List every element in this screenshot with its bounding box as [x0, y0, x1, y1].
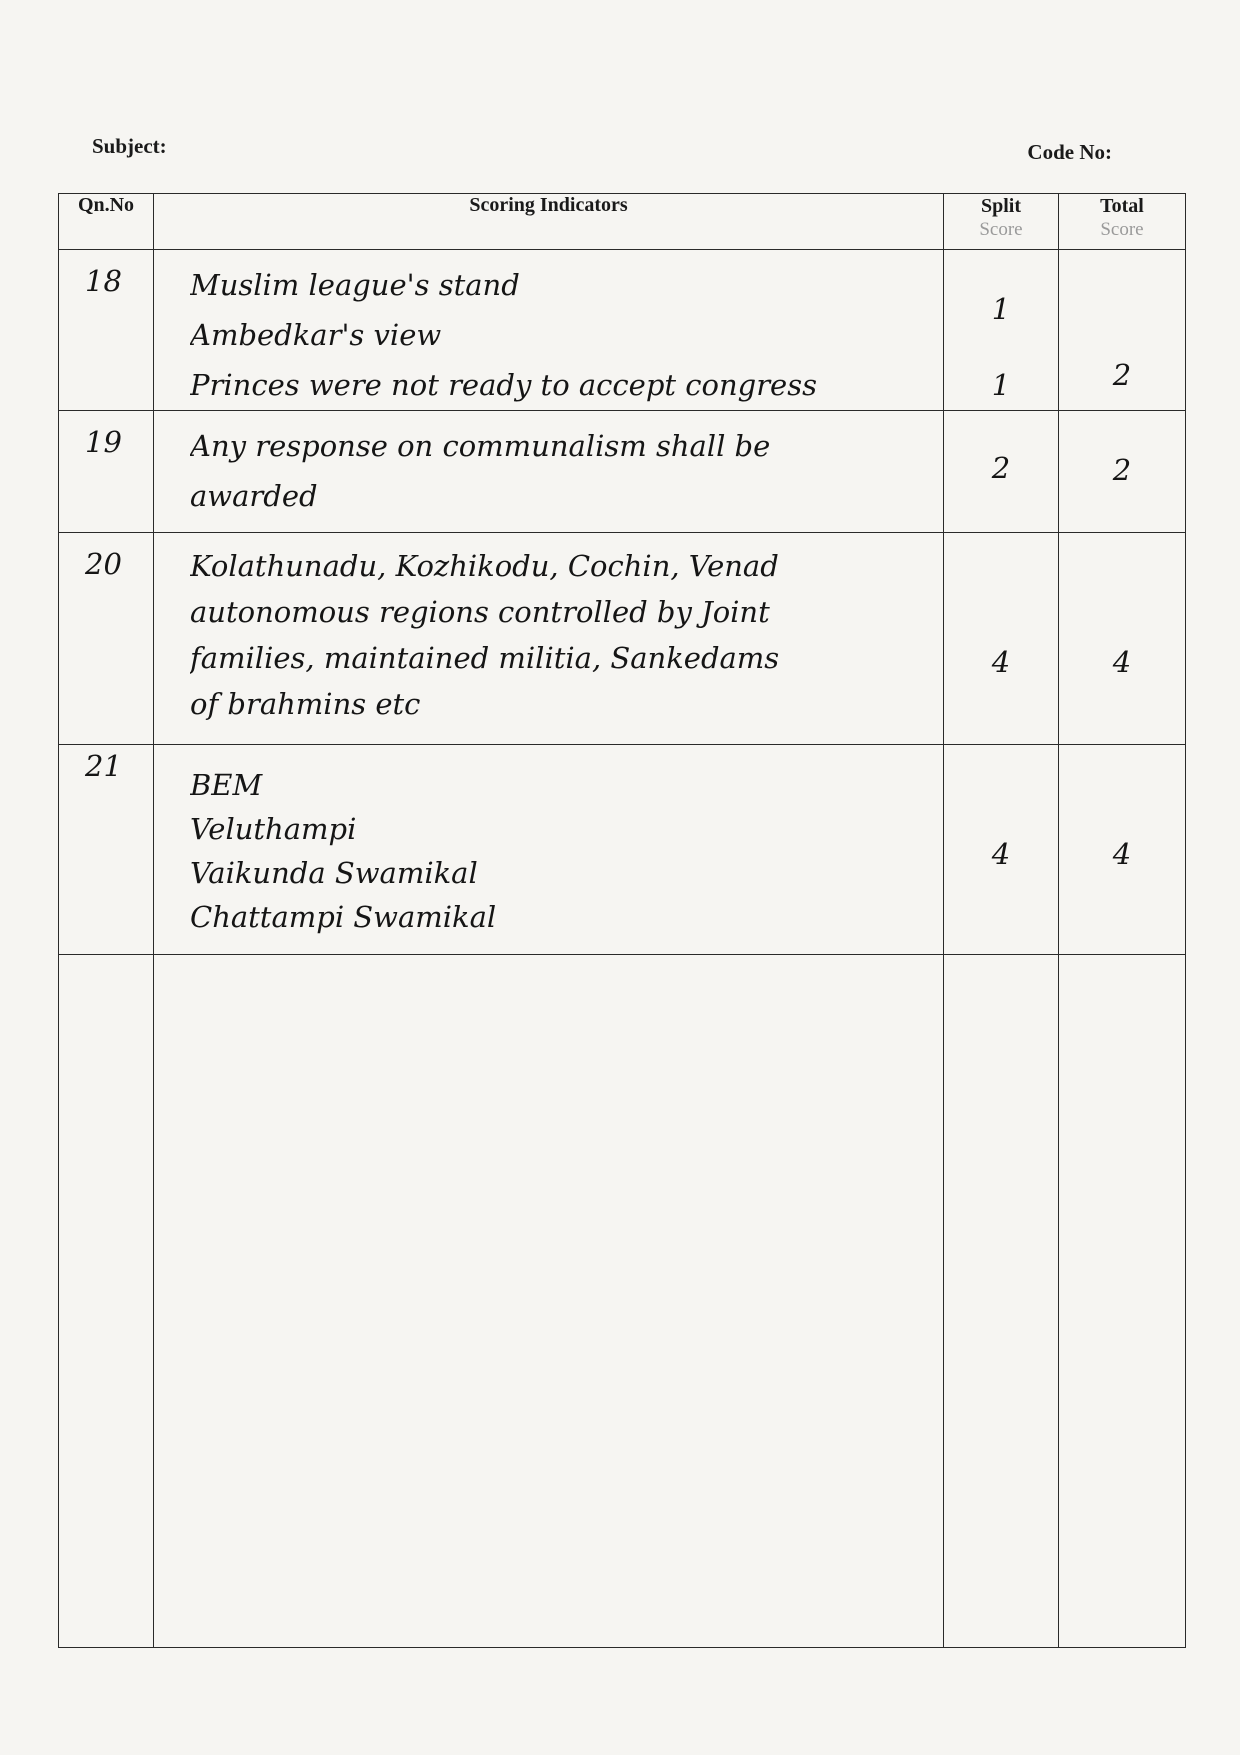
scoring-table	[58, 193, 1186, 1648]
indicator-cell	[154, 411, 944, 533]
qn-cell	[59, 250, 154, 411]
total-score-value: 4	[1112, 645, 1132, 679]
split-score-cell	[944, 411, 1059, 533]
split-score-value: 2	[991, 451, 1011, 485]
qn-number: 18	[85, 264, 122, 298]
total-score-value: 2	[1112, 358, 1132, 392]
code-no-label: Code No:	[1027, 140, 1112, 164]
empty-cell	[59, 955, 154, 1648]
col-header-total-score	[1059, 194, 1186, 250]
split-score-cell	[944, 250, 1059, 411]
empty-cell	[154, 955, 944, 1648]
split-score-value: 1	[991, 292, 1011, 326]
qn-number: 19	[85, 425, 122, 459]
indicator-line: families, maintained militia, Sankedams	[190, 641, 780, 675]
subject-label: Subject:	[92, 134, 167, 158]
empty-cell	[944, 955, 1059, 1648]
qn-number: 21	[85, 749, 122, 783]
indicator-cell	[154, 250, 944, 411]
qn-cell	[59, 533, 154, 745]
empty-row	[59, 955, 1186, 1648]
indicator-line: Kolathunadu, Kozhikodu, Cochin, Venad	[190, 549, 779, 583]
indicator-line: Princes were not ready to accept congress	[190, 368, 817, 402]
total-score-value: 4	[1112, 837, 1132, 871]
qn-cell	[59, 745, 154, 955]
indicator-line: awarded	[190, 479, 318, 513]
total-score-cell	[1059, 745, 1186, 955]
indicator-line: Veluthampi	[190, 812, 357, 846]
split-header-bottom: Score	[979, 219, 1023, 240]
total-score-cell	[1059, 411, 1186, 533]
total-header-top: Total	[1100, 195, 1144, 217]
total-header-bottom: Score	[1100, 219, 1144, 240]
col-header-qn: Qn.No	[59, 194, 154, 250]
split-score-value: 4	[991, 837, 1011, 871]
table-header-row	[59, 194, 1186, 250]
split-score-value: 4	[991, 645, 1011, 679]
table-row	[59, 745, 1186, 955]
qn-cell	[59, 411, 154, 533]
table-row	[59, 250, 1186, 411]
total-score-value: 2	[1112, 453, 1132, 487]
col-header-scoring-indicators: Scoring Indicators	[154, 194, 944, 250]
indicator-line: Muslim league's stand	[190, 268, 520, 302]
indicator-cell	[154, 533, 944, 745]
split-score-cell	[944, 745, 1059, 955]
qn-number: 20	[85, 547, 122, 581]
total-score-cell	[1059, 250, 1186, 411]
table-row	[59, 411, 1186, 533]
total-score-cell	[1059, 533, 1186, 745]
empty-cell	[1059, 955, 1186, 1648]
split-header-top: Split	[980, 195, 1022, 217]
col-header-split-score	[944, 194, 1059, 250]
indicator-cell	[154, 745, 944, 955]
indicator-line: autonomous regions controlled by Joint	[190, 595, 770, 629]
indicator-line: Vaikunda Swamikal	[190, 856, 478, 890]
split-score-value: 1	[991, 368, 1011, 402]
indicator-line: Ambedkar's view	[190, 318, 442, 352]
indicator-line: Chattampi Swamikal	[190, 900, 497, 934]
indicator-line: Any response on communalism shall be	[190, 429, 771, 463]
table-row	[59, 533, 1186, 745]
indicator-line: BEM	[190, 768, 263, 802]
split-score-cell	[944, 533, 1059, 745]
indicator-line: of brahmins etc	[190, 687, 421, 721]
